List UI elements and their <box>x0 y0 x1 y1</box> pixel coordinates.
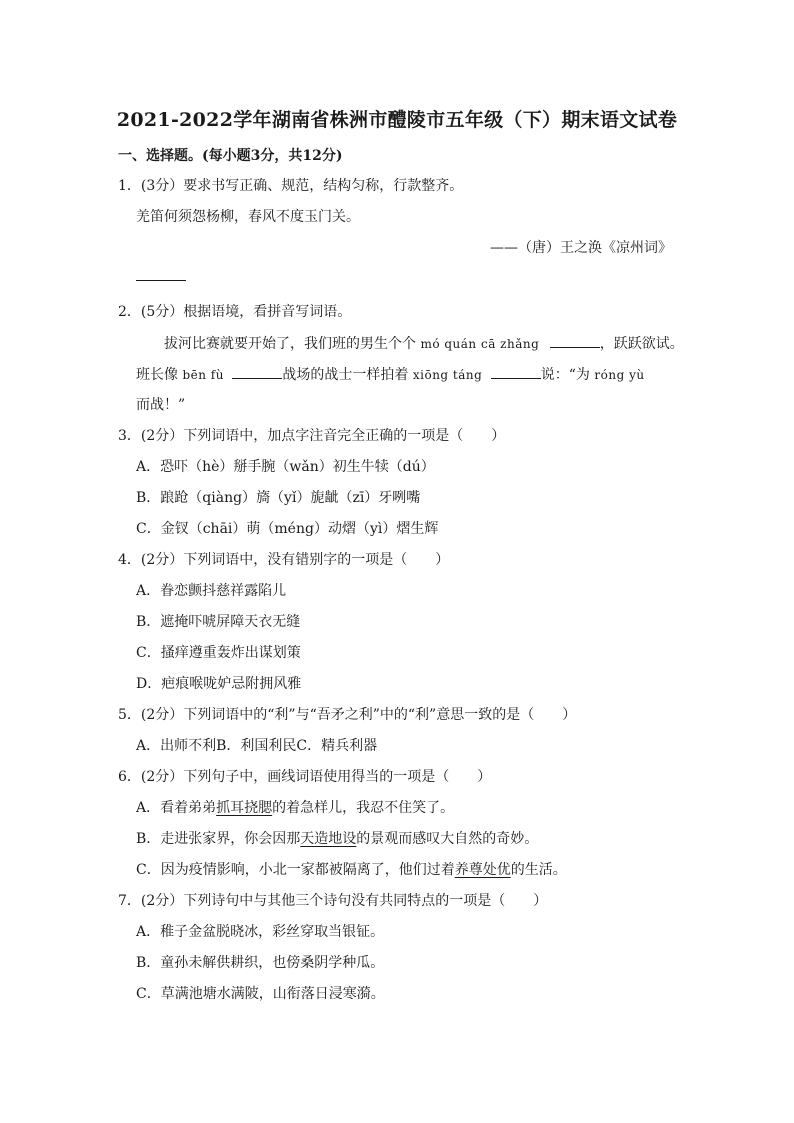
question-4-stem: 4．(2分）下列词语中，没有错别字的一项是（ ） <box>118 552 450 568</box>
option-text: C．金钗（chāi） <box>136 521 247 537</box>
question-2-stem: 2．(5分）根据语境，看拼音写词语。 <box>118 304 352 320</box>
option-text: 的着急样儿，我忍不住笑了。 <box>272 800 455 816</box>
question-4-option-c[interactable] <box>136 643 301 663</box>
question-1-stem: 1．(3分）要求书写正确、规范，结构匀称，行款整齐。 <box>118 178 464 194</box>
q2-text: 拔河比赛就要开始了，我们班的男生个个 <box>164 336 416 352</box>
q2-pinyin-3: xiōng táng <box>412 368 483 382</box>
option-text: 的生活。 <box>510 862 567 878</box>
question-5-stem: 5．(2分）下列词语中的“利”与“吾矛之利”中的“利”意思一致的是（ ） <box>118 707 577 723</box>
question-3-option-a[interactable] <box>136 457 435 477</box>
option-text: A．眷恋 <box>136 583 189 599</box>
option-text: 旖（yǐ）旎 <box>256 490 325 506</box>
option-text: D．疤痕 <box>136 676 190 692</box>
option-text: 初生牛犊（dú） <box>332 459 435 475</box>
question-1-source: ——（唐）王之涣《凉州词》 <box>490 240 672 256</box>
question-7-stem: 7．(2分）下列诗句中与其他三个诗句没有共同特点的一项是（ ） <box>118 893 548 909</box>
question-7-option-b[interactable]: B．童孙未解供耕织，也傍桑阴学种瓜。 <box>136 955 385 971</box>
underlined-phrase: 天造地设 <box>300 831 357 847</box>
question-3-option-b[interactable] <box>136 488 420 508</box>
option-text: A．看着弟弟 <box>136 800 217 816</box>
q2-pinyin-2: bēn fù <box>182 368 224 382</box>
option-text: 天衣无缝 <box>244 614 301 630</box>
option-text: C．因为疫情影响，小北一家都被隔离了，他们过着 <box>136 862 455 878</box>
section-heading: 一、选择题。(每小题3分，共12分) <box>118 148 343 164</box>
option-text: B．走进张家界，你会因那 <box>136 831 301 847</box>
underlined-phrase: 抓耳挠腮 <box>216 800 273 816</box>
question-2-line-2 <box>136 364 645 385</box>
question-5-option-c[interactable]: C．精兵利器 <box>296 738 378 754</box>
q2-text: ，跃跃欲试。 <box>599 336 684 352</box>
option-text: 萌（méng）动 <box>246 521 342 537</box>
question-6-stem: 6．(2分）下列句子中，画线词语使用得当的一项是（ ） <box>118 769 492 785</box>
option-text: 的景观而感叹大自然的奇妙。 <box>356 831 539 847</box>
question-1-answer-blank[interactable] <box>136 266 186 287</box>
q2-text: 战场的战士一样拍着 <box>282 367 409 383</box>
q2-text: 说：“为 <box>540 367 590 383</box>
question-7-option-a[interactable]: A．稚子金盆脱晓冰，彩丝穿取当银钲。 <box>136 924 385 940</box>
option-text: 慈祥 <box>216 583 245 599</box>
question-7-option-c[interactable]: C．草满池塘水满陂，山衔落日浸寒漪。 <box>136 986 385 1002</box>
q2-blank-2[interactable] <box>232 364 282 379</box>
question-4-option-d[interactable] <box>136 674 301 694</box>
option-text: 出谋划策 <box>244 645 301 661</box>
question-3-stem: 3．(2分）下列词语中，加点字注音完全正确的一项是（ ） <box>118 428 506 444</box>
option-text: 屏障 <box>216 614 245 630</box>
question-6-option-b[interactable] <box>136 829 538 849</box>
exam-title: 2021-2022学年湖南省株洲市醴陵市五年级（下）期末语文试卷 <box>116 109 678 131</box>
q2-text: 班长像 <box>136 367 178 383</box>
question-6-option-a[interactable] <box>136 798 454 818</box>
option-text: 附拥风雅 <box>245 676 302 692</box>
question-3-option-c[interactable] <box>136 519 438 539</box>
q2-blank-3[interactable] <box>491 364 541 379</box>
option-text: C．搔痒 <box>136 645 189 661</box>
option-text: 妒忌 <box>217 676 246 692</box>
question-1-poem: 羌笛何须怨杨柳，春风不度玉门关。 <box>136 209 360 225</box>
question-2-line-1 <box>164 333 684 354</box>
q2-pinyin-4: róng yù <box>594 368 645 382</box>
question-5-options <box>136 736 377 756</box>
option-text: 轰炸 <box>216 645 245 661</box>
option-text: 掰手腕（wǎn） <box>233 459 333 475</box>
underlined-phrase: 养尊处优 <box>454 862 511 878</box>
option-text: 遵重 <box>188 645 217 661</box>
option-text: 熠（yì）熠生辉 <box>341 521 439 537</box>
question-4-option-b[interactable] <box>136 612 300 632</box>
option-text: B．踉跄（qiàng） <box>136 490 257 506</box>
q2-blank-1[interactable] <box>550 333 600 348</box>
question-5-option-a[interactable]: A．出师不利 <box>136 738 217 754</box>
question-2-line-3: 而战！” <box>136 397 186 413</box>
question-4-option-a[interactable] <box>136 581 286 601</box>
option-text: 吓唬 <box>188 614 217 630</box>
question-6-option-c[interactable] <box>136 860 567 880</box>
option-text: 龇（zī）牙咧嘴 <box>324 490 421 506</box>
option-text: A．恐吓（hè） <box>136 459 234 475</box>
option-text: B．遮掩 <box>136 614 189 630</box>
option-text: 喉咙 <box>189 676 218 692</box>
question-5-option-b[interactable]: B．利国利民 <box>216 738 297 754</box>
option-text: 露陷儿 <box>244 583 287 599</box>
q2-pinyin-1: mó quán cā zhǎng <box>420 337 540 351</box>
option-text: 颤抖 <box>188 583 217 599</box>
